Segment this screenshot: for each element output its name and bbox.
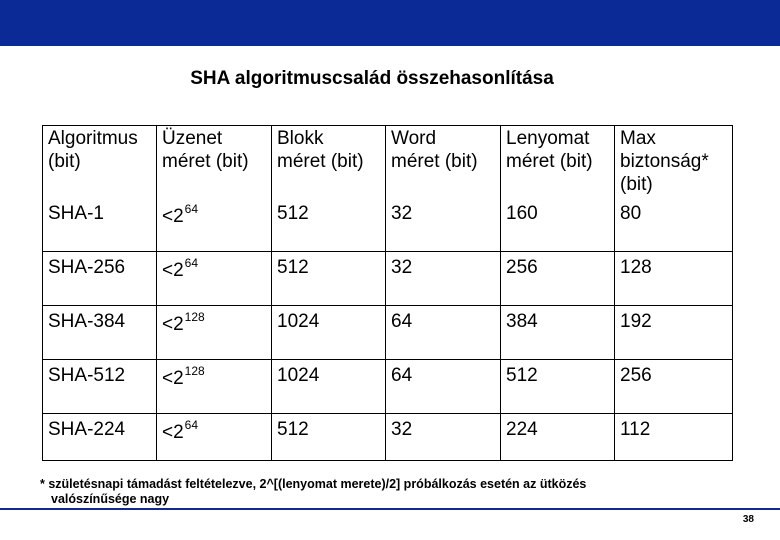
header-max-security: Max biztonság* (bit) — [615, 126, 733, 201]
sha-comparison-table — [42, 125, 733, 461]
header-digest-size: Lenyomat méret (bit) — [501, 126, 615, 201]
page-number: 38 — [742, 514, 754, 525]
cell-algorithm: SHA-256 — [43, 252, 157, 306]
cell-digest-size: 256 — [501, 252, 615, 306]
table-header-row — [43, 126, 733, 201]
cell-message-size: $<2^{64}$ — [157, 414, 272, 461]
table-row — [43, 306, 733, 360]
cell-digest-size: 384 — [501, 306, 615, 360]
top-banner — [0, 0, 780, 46]
cell-digest-size: 224 — [501, 414, 615, 461]
cell-block-size: 1024 — [272, 360, 386, 414]
cell-word-size: 64 — [386, 360, 501, 414]
cell-algorithm: SHA-1 — [43, 200, 157, 252]
cell-word-size: 32 — [386, 414, 501, 461]
cell-word-size: 32 — [386, 252, 501, 306]
cell-block-size: 512 — [272, 252, 386, 306]
cell-block-size: 1024 — [272, 306, 386, 360]
slide-title: SHA algoritmuscsalád összehasonlítása — [190, 68, 554, 89]
cell-word-size: 32 — [386, 200, 501, 252]
cell-algorithm: SHA-512 — [43, 360, 157, 414]
cell-security: 192 — [615, 306, 733, 360]
cell-message-size: $<2^{128}$ — [157, 306, 272, 360]
bottom-divider — [0, 508, 780, 510]
cell-algorithm: SHA-384 — [43, 306, 157, 360]
cell-security: 80 — [615, 200, 733, 252]
cell-digest-size: 512 — [501, 360, 615, 414]
cell-digest-size: 160 — [501, 200, 615, 252]
cell-security: 112 — [615, 414, 733, 461]
cell-message-size: $<2^{64}$ — [157, 200, 272, 252]
cell-message-size: $<2^{64}$ — [157, 252, 272, 306]
cell-block-size: 512 — [272, 200, 386, 252]
cell-security: 128 — [615, 252, 733, 306]
cell-block-size: 512 — [272, 414, 386, 461]
cell-word-size: 64 — [386, 306, 501, 360]
header-word-size: Word méret (bit) — [386, 126, 501, 201]
footnote-line-1: * születésnapi támadást feltételezve, 2^[(lenyomat merete)/2] próbálkozás esetén az ütközés — [40, 477, 587, 491]
footnote-line-2: valószínűsége nagy — [51, 492, 170, 506]
footnote — [40, 477, 740, 507]
table-row — [43, 200, 733, 252]
cell-algorithm: SHA-224 — [43, 414, 157, 461]
table-row — [43, 414, 733, 461]
table-row — [43, 252, 733, 306]
header-message-size: Üzenet méret (bit) — [157, 126, 272, 201]
header-algorithm: Algoritmus (bit) — [43, 126, 157, 201]
cell-message-size: $<2^{128}$ — [157, 360, 272, 414]
table-row — [43, 360, 733, 414]
cell-security: 256 — [615, 360, 733, 414]
header-block-size: Blokk méret (bit) — [272, 126, 386, 201]
